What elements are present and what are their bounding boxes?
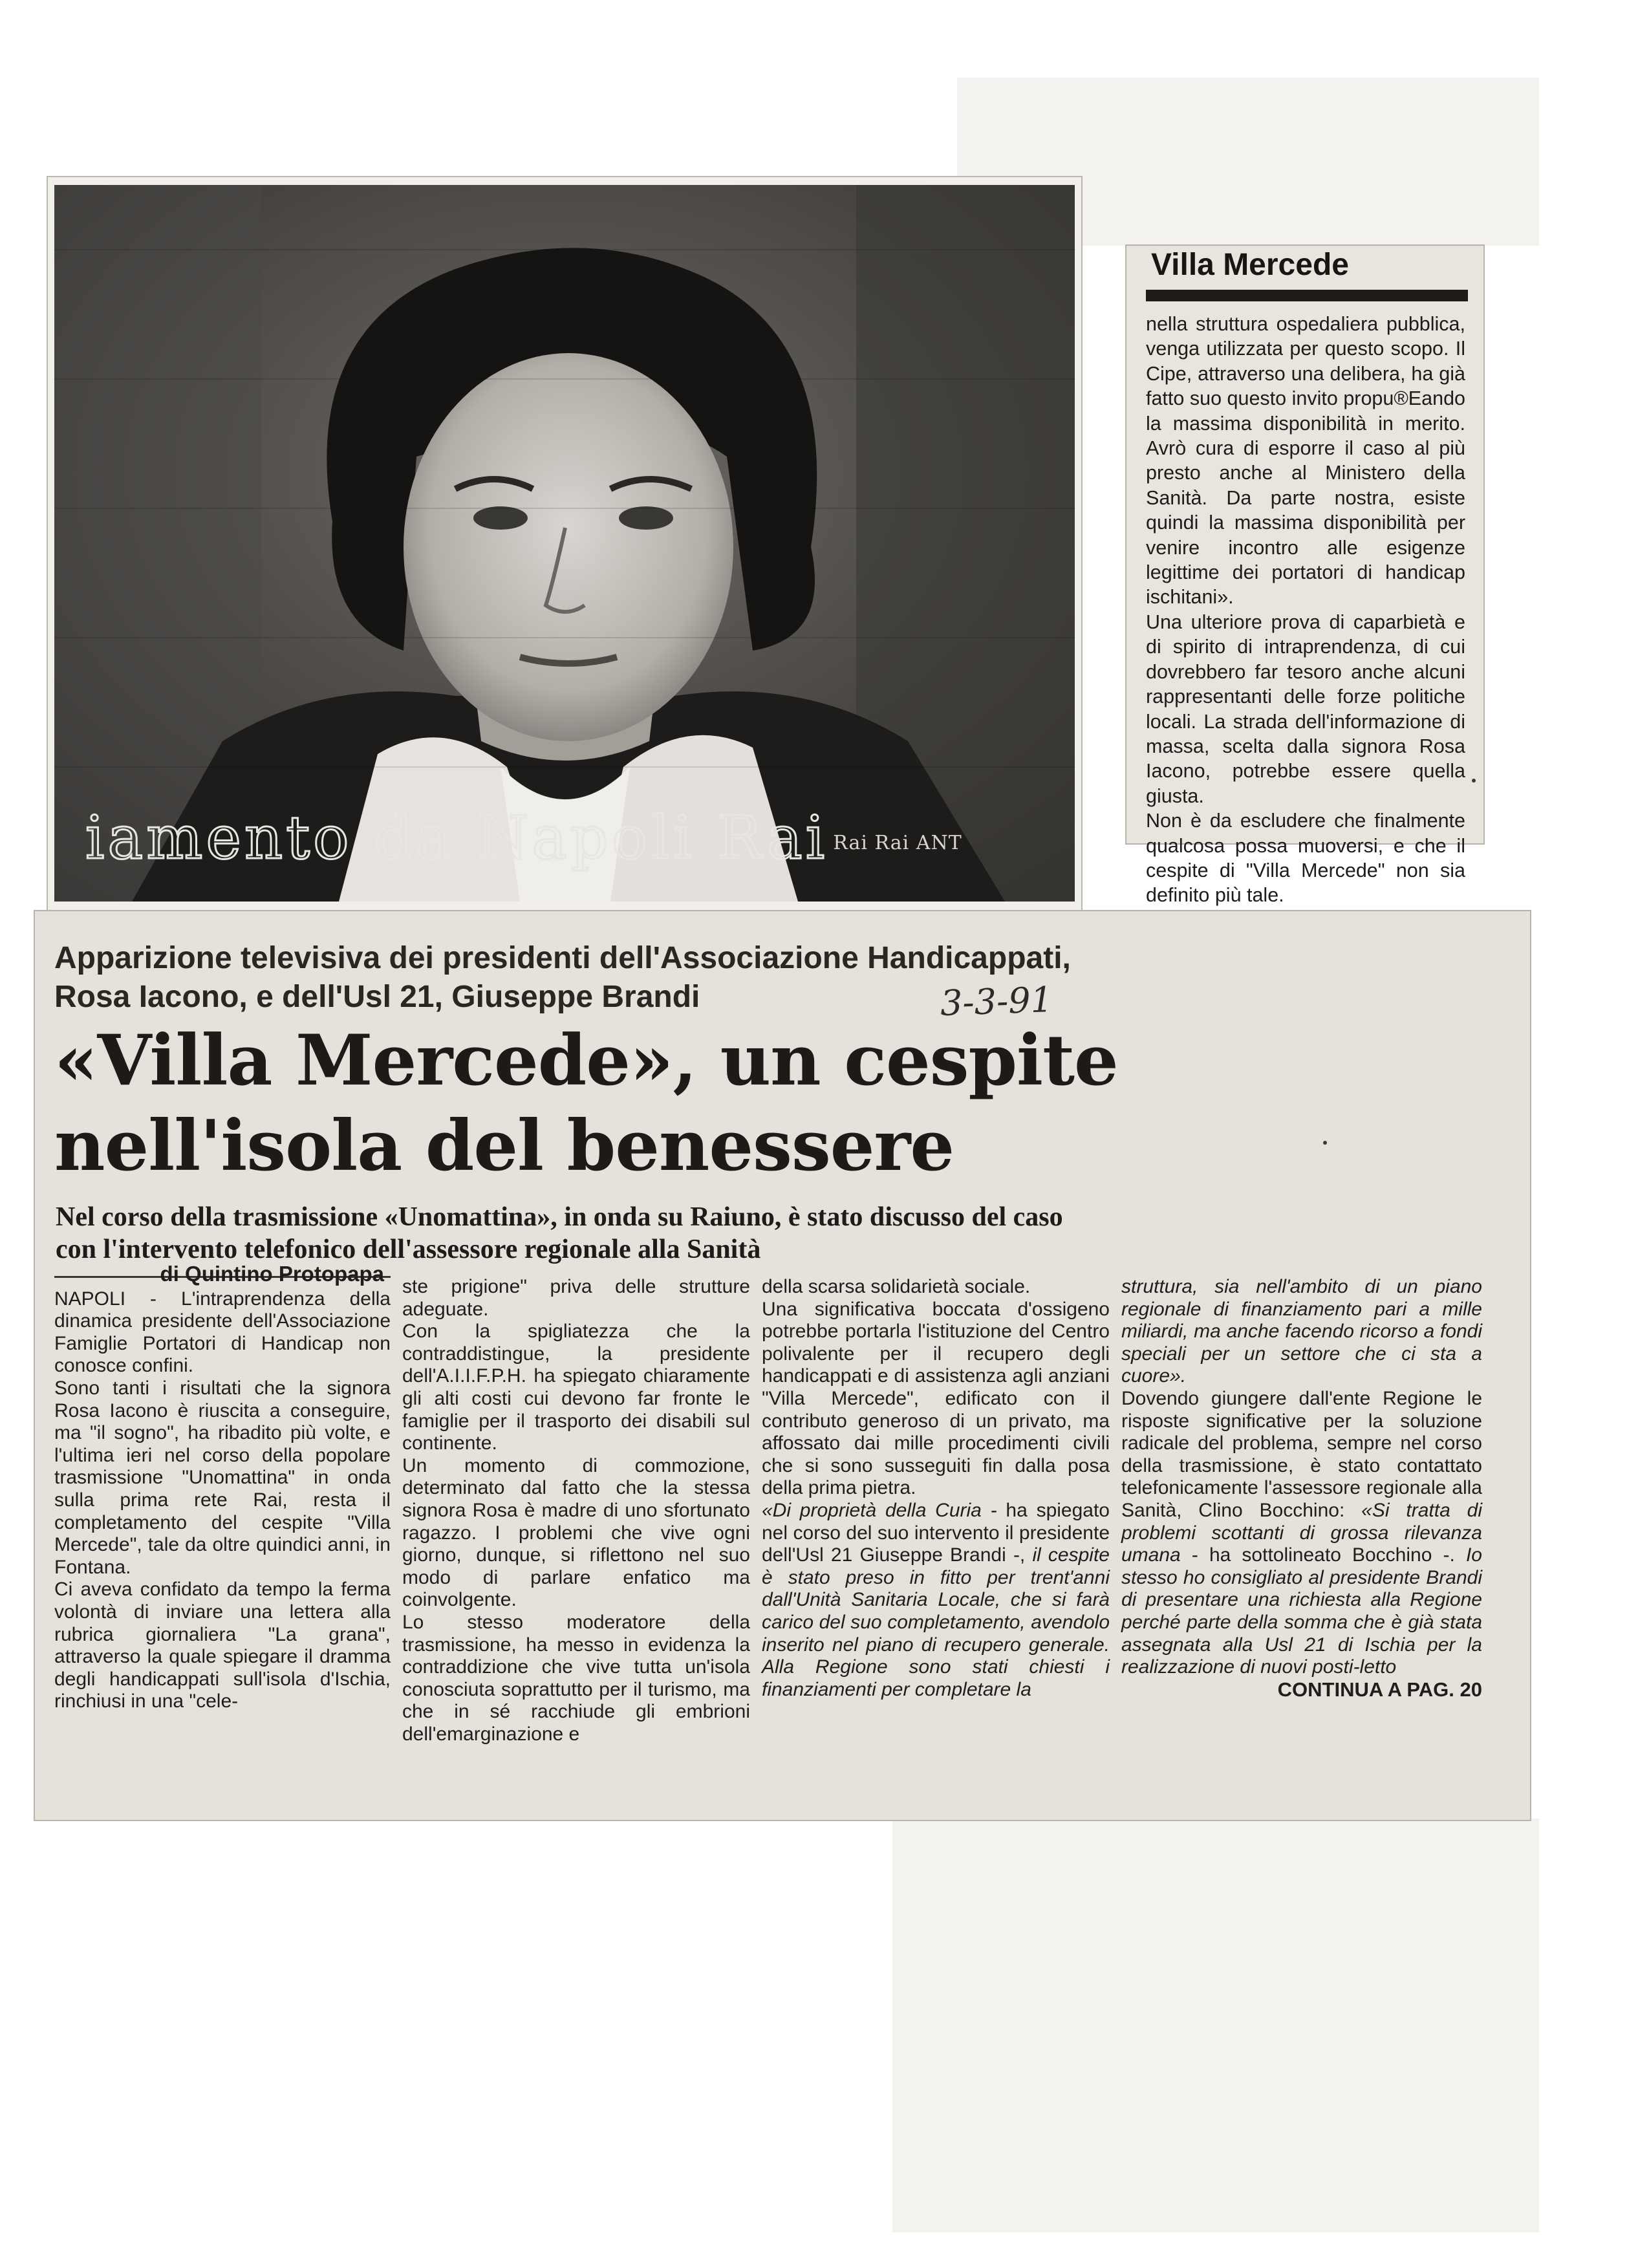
headline-line: «Villa Mercede», un cespite: [54, 1020, 1118, 1101]
quote-italic: «Si tratta di problemi scottanti di grossa rilevanza umana: [1121, 1499, 1482, 1566]
portrait-image: [54, 185, 1075, 902]
article-column-4: [1121, 1276, 1482, 1701]
tv-logo-tag: Rai Rai ANT: [833, 831, 962, 854]
paragraph: Con la spigliatezza che la contraddistingue, la presidente dell'A.I.I.F.P.H. ha spiegato chiaramente gli alti costi cui devono far fronte le famiglie per il trasporto dei disabili sul continente.: [402, 1321, 750, 1454]
paragraph: Lo stesso moderatore della trasmissione, ha messo in evidenza la contraddizione che vive tutta un'isola conosciuta soprattutto per il turismo, ma che in sé racchiude gli embrioni dell'emarginazione e: [402, 1611, 750, 1745]
quote-italic: «Di proprietà della Curia -: [762, 1499, 997, 1521]
paragraph: ste prigione" priva delle strutture adeguate.: [402, 1276, 750, 1320]
side-column-body: [1146, 312, 1465, 908]
paragraph: Una significativa boccata d'ossigeno potrebbe portarla l'istituzione del Centro polivalente per il recupero degli handicappati e di assistenza agli anziani "Villa Mercede", edificato con il contributo generoso di un privato, ma affossato dai mille procedimenti civili che si sono susseguiti fin dalla posa della prima pietra.: [762, 1298, 1110, 1499]
tv-still-photo: [54, 185, 1075, 902]
handwritten-date: 3-3-91: [939, 978, 1053, 1024]
quote-paragraph: [762, 1500, 1110, 1701]
side-paragraph: nella struttura ospedaliera pubblica, venga utilizzata per questo scopo. Il Cipe, attraverso una delibera, ha già fatto suo questo invito propu®Eando la massima disponibilità in merito. Avrò cura di esporre il caso al più presto anche al Ministero della Sanità. Da parte nostra, esiste quindi la massima disponibilità per venire incontro alle esigenze legittime dei portatori di handicap ischitani».: [1146, 313, 1465, 609]
scan-dot: [1472, 779, 1476, 783]
bleed-through-bottom: [892, 1819, 1539, 2232]
article-column-3: [762, 1276, 1110, 1701]
tv-caption-overlay: [85, 803, 1062, 874]
main-article-clipping: [34, 910, 1531, 1821]
side-column-clipping: [1125, 244, 1485, 907]
quote-attribution: ha spiegato nel corso del suo intervento il presidente dell'Usl 21 Giuseppe Brandi -,: [762, 1499, 1110, 1566]
side-column-title: Villa Mercede: [1151, 248, 1349, 282]
quote-attribution: - ha sottolineato Bocchino -.: [1180, 1544, 1466, 1566]
paragraph: Sono tanti i risultati che la signora Rosa Iacono è riuscita a conseguire, ma "il sogno", ha ribadito più volte, e l'ultima ieri nel corso della popolare trasmissione "Unomattina" in onda sulla prima rete Rai, resta il completamento del cespite "Villa Mercede", tale da oltre quindici anni, in Fontana.: [54, 1377, 391, 1578]
article-byline: di Quintino Protopapa: [160, 1262, 384, 1286]
deck-line: Nel corso della trasmissione «Unomattina», in onda su Raiuno, è stato discusso del caso: [56, 1202, 1063, 1232]
paragraph: struttura, sia nell'ambito di un piano regionale di finanziamento pari a mille miliardi, ma anche facendo ricorso a fondi speciali per un settore che ci sta a cuore».: [1121, 1276, 1482, 1387]
paragraph: della scarsa solidarietà sociale.: [762, 1276, 1031, 1297]
photo-clipping: [47, 176, 1083, 913]
deck-line: con l'intervento telefonico dell'assessore regionale alla Sanità: [56, 1235, 761, 1264]
paragraph: Ci aveva confidato da tempo la ferma volontà di inviare una lettera alla rubrica giornaliera "La grana", attraverso la quale spiegare il dramma degli handicappati sull'isola d'Ischia, rinchiusi in una "cele-: [54, 1579, 391, 1712]
article-headline: [54, 1018, 1348, 1189]
side-paragraph: Una ulteriore prova di caparbietà e di spirito di intraprendenza, di cui dovrebbero far tesoro anche alcuni rappresentanti delle forze politiche locali. La strada dell'informazione di massa, scelta dalla signora Rosa Iacono, potrebbe essere quella giusta.: [1146, 610, 1465, 807]
article-column-1: [54, 1263, 391, 1713]
kicker-line: Rosa Iacono, e dell'Usl 21, Giuseppe Brandi: [54, 980, 700, 1014]
headline-line: nell'isola del benessere: [54, 1105, 954, 1187]
quote-italic: Io stesso ho consigliato al presidente Brandi di presentare una richiesta alla Regione perché parte della somma che è già stata assegnata alla Usl 21 di Ischia per la realizzazione di nuovi posti-letto: [1121, 1544, 1482, 1678]
quote-italic: il cespite è stato preso in fitto per trent'anni dall'Unità Sanitaria Locale, che si farà carico del suo completamento, avendolo inserito nel piano di recupero generale. Alla Regione sono stati chiesti i finanziamenti per completare la: [762, 1544, 1110, 1700]
article-deck: [56, 1201, 1310, 1266]
paragraph: NAPOLI - L'intraprendenza della dinamica presidente dell'Associazione Famiglie Portatori di Handicap non conosce confini.: [54, 1288, 391, 1377]
article-kicker: [54, 939, 1348, 1017]
quote-paragraph: [1121, 1388, 1482, 1679]
side-column-rule: [1146, 290, 1468, 301]
tv-caption-text: iamento da Napoli Rai: [85, 803, 828, 872]
article-column-2: [402, 1276, 750, 1745]
paragraph: Un momento di commozione, determinato dal fatto che la stessa signora Rosa è madre di uno sfortunato ragazzo. I problemi che vive ogni giorno, dunque, si riflettono nel suo modo di parlare enfatico ma coinvolgente.: [402, 1454, 750, 1611]
side-paragraph: Non è da escludere che finalmente qualcosa possa muoversi, e che il cespite di "Villa Mercede" non sia definito più tale.: [1146, 810, 1465, 907]
continued-on-page: CONTINUA A PAG. 20: [1277, 1678, 1482, 1701]
kicker-line: Apparizione televisiva dei presidenti dell'Associazione Handicappati,: [54, 941, 1071, 975]
scan-dot: [1323, 1141, 1327, 1145]
paragraph-text: Dovendo giungere dall'ente Regione le risposte significative per la soluzione radicale del problema, sempre nel corso della trasmissione, è stato contattato telefonicamente l'assessore regionale alla Sanità, Clino Bocchino:: [1121, 1387, 1482, 1521]
